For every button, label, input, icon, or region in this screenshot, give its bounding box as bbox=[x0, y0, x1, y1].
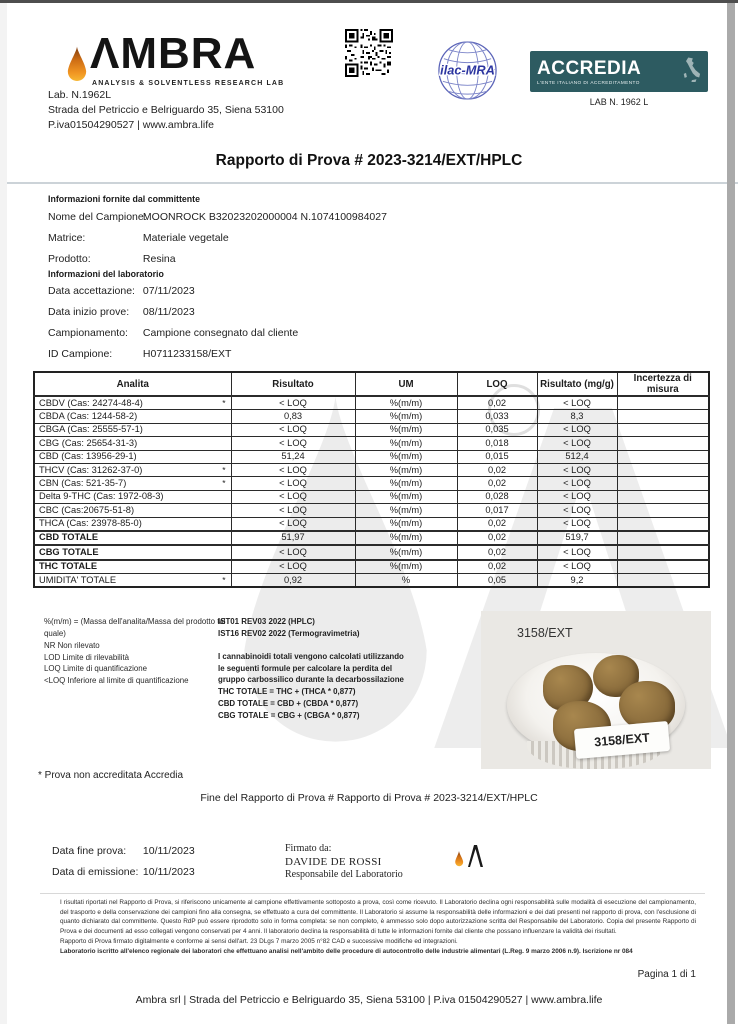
analita-cell bbox=[34, 423, 231, 436]
loq-cell: 0,02 bbox=[457, 463, 537, 476]
risultato-cell: < LOQ bbox=[231, 545, 355, 559]
field-campionamento bbox=[48, 327, 298, 339]
loq-cell: 0,05 bbox=[457, 574, 537, 588]
methods-line: CBD TOTALE = CBD + (CBDA * 0,877) bbox=[218, 699, 359, 709]
accredia-text bbox=[537, 59, 678, 85]
column-header: Risultato (mg/g) bbox=[537, 372, 617, 396]
incertezza-cell bbox=[617, 560, 709, 574]
legend-line: <LOQ Inferiore al limite di quantificazione bbox=[44, 676, 189, 686]
field-label: Nome del Campione: bbox=[48, 211, 147, 223]
methods-line: IST16 REV02 2022 (Termogravimetria) bbox=[218, 628, 360, 638]
field-matrice bbox=[48, 232, 229, 244]
accredia-lab-number: LAB N. 1962 L bbox=[589, 97, 649, 107]
results-row bbox=[34, 396, 709, 410]
risultato-cell: 51,24 bbox=[231, 450, 355, 463]
legal-paragraph: Laboratorio iscritto all'elenco regionale dei laboratori che effettuano analisi nell'ambito delle procedure di autocontrollo delle industrie alimentari (L.Reg. 9 marzo 2006 n.9). Iscrizione nr 084 bbox=[60, 947, 633, 955]
mgg-cell: < LOQ bbox=[537, 423, 617, 436]
legal-divider bbox=[40, 893, 705, 894]
loq-cell: 0,02 bbox=[457, 477, 537, 490]
field-label: Data fine prova: bbox=[52, 845, 127, 857]
asterisk-mark: * bbox=[222, 397, 226, 408]
um-cell: %(m/m) bbox=[355, 463, 457, 476]
page-left-edge bbox=[0, 0, 7, 1024]
um-cell: %(m/m) bbox=[355, 531, 457, 545]
analita-cell bbox=[34, 504, 231, 517]
field-label: Matrice: bbox=[48, 232, 86, 244]
column-header: Incertezza di misura bbox=[617, 372, 709, 396]
field-label: Data accettazione: bbox=[48, 285, 135, 297]
risultato-cell: < LOQ bbox=[231, 560, 355, 574]
ambra-logo bbox=[62, 29, 285, 90]
accredia-logo bbox=[530, 51, 708, 92]
mgg-cell: 9,2 bbox=[537, 574, 617, 588]
mgg-cell: < LOQ bbox=[537, 490, 617, 503]
accredia-subtitle: L'ENTE ITALIANO DI ACCREDITAMENTO bbox=[537, 79, 640, 85]
asterisk-mark: * bbox=[222, 575, 226, 586]
mgg-cell: < LOQ bbox=[537, 396, 617, 410]
mgg-cell: < LOQ bbox=[537, 517, 617, 531]
analita-cell bbox=[34, 410, 231, 423]
mgg-cell: 8,3 bbox=[537, 410, 617, 423]
analita-cell bbox=[34, 450, 231, 463]
mgg-cell: < LOQ bbox=[537, 545, 617, 559]
um-cell: %(m/m) bbox=[355, 517, 457, 531]
field-id-campione bbox=[48, 348, 231, 360]
mgg-cell: < LOQ bbox=[537, 477, 617, 490]
field-value: H0711233158/EXT bbox=[142, 348, 232, 360]
photo-sample-id: 3158/EXT bbox=[517, 626, 573, 640]
laboratorio-heading: Informazioni del laboratorio bbox=[48, 269, 164, 279]
analita-cell bbox=[34, 477, 231, 490]
analita-name: UMIDITA' TOTALE bbox=[39, 574, 117, 585]
loq-cell: 0,028 bbox=[457, 490, 537, 503]
loq-cell: 0,02 bbox=[457, 396, 537, 410]
incertezza-cell bbox=[617, 545, 709, 559]
field-value: 10/11/2023 bbox=[142, 866, 195, 878]
um-cell: %(m/m) bbox=[355, 410, 457, 423]
lab-contact-block bbox=[48, 88, 284, 133]
field-nome-campione bbox=[48, 211, 387, 223]
risultato-cell: < LOQ bbox=[231, 423, 355, 436]
field-label: Campionamento: bbox=[48, 327, 128, 339]
um-cell: % bbox=[355, 574, 457, 588]
lab-piva-site: P.iva01504290527 | www.ambra.life bbox=[48, 118, 214, 131]
page-top-edge bbox=[0, 0, 738, 3]
legend-line: %(m/m) = (Massa dell'analita/Massa del prodotto tal quale) bbox=[44, 617, 226, 638]
results-row bbox=[34, 574, 709, 588]
analita-cell bbox=[34, 560, 231, 574]
sample-jar bbox=[507, 653, 685, 769]
mgg-cell: 512,4 bbox=[537, 450, 617, 463]
signer-name: DAVIDE DE ROSSI bbox=[285, 855, 382, 868]
loq-cell: 0,02 bbox=[457, 531, 537, 545]
field-value: Materiale vegetale bbox=[142, 232, 229, 244]
analita-name: CBD (Cas: 13956-29-1) bbox=[39, 451, 137, 462]
legend-block bbox=[44, 616, 236, 687]
um-cell: %(m/m) bbox=[355, 490, 457, 503]
sample-photo bbox=[481, 611, 711, 769]
risultato-cell: 0,83 bbox=[231, 410, 355, 423]
methods-line: I cannabinoidi totali vengono calcolati utilizzando le seguenti formule per calcolare la perdita del gruppo carbossilico durante la decarbossilazione bbox=[218, 651, 404, 685]
um-cell: %(m/m) bbox=[355, 560, 457, 574]
field-label: Data di emissione: bbox=[52, 866, 139, 878]
field-value: MOONROCK B32023202000004 N.1074100984027 bbox=[142, 211, 387, 223]
incertezza-cell bbox=[617, 410, 709, 423]
field-label: ID Campione: bbox=[48, 348, 113, 360]
risultato-cell: < LOQ bbox=[231, 463, 355, 476]
analita-cell bbox=[34, 545, 231, 559]
legend-line: NR Non rilevato bbox=[44, 640, 100, 650]
page-right-edge bbox=[727, 0, 735, 1024]
loq-cell: 0,033 bbox=[457, 410, 537, 423]
loq-cell: 0,02 bbox=[457, 560, 537, 574]
field-data-emissione bbox=[52, 866, 195, 878]
mgg-cell: < LOQ bbox=[537, 504, 617, 517]
analita-name: THCA (Cas: 23978-85-0) bbox=[39, 518, 142, 529]
results-row bbox=[34, 450, 709, 463]
field-data-fine bbox=[52, 845, 195, 857]
analita-name: CBG TOTALE bbox=[39, 546, 99, 557]
mgg-cell: 519,7 bbox=[537, 531, 617, 545]
asterisk-mark: * bbox=[222, 478, 226, 489]
risultato-cell: 51,97 bbox=[231, 531, 355, 545]
column-header: LOQ bbox=[457, 372, 537, 396]
analita-cell bbox=[34, 531, 231, 545]
results-row bbox=[34, 517, 709, 531]
page-title: Rapporto di Prova # 2023-3214/EXT/HPLC bbox=[215, 152, 523, 169]
methods-line bbox=[218, 640, 410, 651]
analita-cell bbox=[34, 463, 231, 476]
incertezza-cell bbox=[617, 490, 709, 503]
report-end-line: Fine del Rapporto di Prova # Rapporto di Prova # 2023-3214/EXT/HPLC bbox=[200, 792, 538, 804]
analita-name: THC TOTALE bbox=[39, 561, 98, 572]
page-number: Pagina 1 di 1 bbox=[637, 969, 696, 980]
incertezza-cell bbox=[617, 437, 709, 450]
methods-block bbox=[218, 616, 410, 722]
column-header: Analita bbox=[34, 372, 231, 396]
field-data-inizio bbox=[48, 306, 195, 318]
italy-map-icon bbox=[681, 56, 701, 88]
field-label: Prodotto: bbox=[48, 253, 91, 265]
ilac-mra-logo bbox=[436, 39, 499, 102]
methods-line: IST01 REV03 2022 (HPLC) bbox=[218, 617, 315, 626]
field-value: 08/11/2023 bbox=[142, 306, 195, 318]
um-cell: %(m/m) bbox=[355, 477, 457, 490]
loq-cell: 0,018 bbox=[457, 437, 537, 450]
analita-name: CBDV (Cas: 24274-48-4) bbox=[39, 397, 143, 408]
analita-cell bbox=[34, 574, 231, 588]
analita-name: CBC (Cas:20675-51-8) bbox=[39, 504, 135, 515]
incertezza-cell bbox=[617, 531, 709, 545]
loq-cell: 0,015 bbox=[457, 450, 537, 463]
analita-name: CBDA (Cas: 1244-58-2) bbox=[39, 410, 138, 421]
loq-cell: 0,035 bbox=[457, 423, 537, 436]
results-header-row bbox=[34, 372, 709, 396]
risultato-cell: < LOQ bbox=[231, 437, 355, 450]
risultato-cell: < LOQ bbox=[231, 490, 355, 503]
incertezza-cell bbox=[617, 463, 709, 476]
field-value: 07/11/2023 bbox=[142, 285, 195, 297]
incertezza-cell bbox=[617, 517, 709, 531]
ambra-drop-icon bbox=[66, 46, 88, 84]
field-prodotto bbox=[48, 253, 176, 265]
committente-heading: Informazioni fornite dal committente bbox=[48, 194, 200, 204]
incertezza-cell bbox=[617, 423, 709, 436]
risultato-cell: < LOQ bbox=[231, 396, 355, 410]
column-header: UM bbox=[355, 372, 457, 396]
um-cell: %(m/m) bbox=[355, 396, 457, 410]
um-cell: %(m/m) bbox=[355, 545, 457, 559]
results-row bbox=[34, 437, 709, 450]
results-row bbox=[34, 490, 709, 503]
incertezza-cell bbox=[617, 574, 709, 588]
mgg-cell: < LOQ bbox=[537, 437, 617, 450]
incertezza-cell bbox=[617, 450, 709, 463]
results-row bbox=[34, 531, 709, 545]
field-value: Resina bbox=[142, 253, 176, 265]
legal-paragraph: I risultati riportati nel Rapporto di Prova, si riferiscono unicamente al campione effettivamente sottoposto a prova, così come ricevuto. Il Laboratorio declina ogni responsabilità sulle modalità di esecuzione del campionamento, del trasporto e della conservazione dei campioni fino alla consegna, se effettuato a cura del committente. Il Laboratorio si assume la responsabilità delle informazioni e dei dati presenti nel rapporto di prova, con l'esclusione di quanto dichiarato dal committente. Questo RdP può essere riprodotto solo in forma completa: se non completo, è ammesso solo dopo autorizzazione scritta del Responsabile del Laboratorio. Copia del presente Rapporto di Prova e dei documenti ad esso collegati vengono conservati per 4 anni. Il laboratorio declina la responsabilità di tutte le informazioni fornite dal cliente che possano influenzare la validità dei risultati. bbox=[60, 899, 696, 936]
methods-line: THC TOTALE = THC + (THCA * 0,877) bbox=[218, 687, 356, 697]
footer-address: Ambra srl | Strada del Petriccio e Belriguardo 35, Siena 53100 | P.iva 01504290527 | www.ambra.life bbox=[135, 994, 603, 1006]
qr-code-icon bbox=[345, 29, 393, 77]
um-cell: %(m/m) bbox=[355, 504, 457, 517]
title-divider bbox=[0, 182, 738, 184]
results-row bbox=[34, 463, 709, 476]
analita-name: CBN (Cas: 521-35-7) bbox=[39, 477, 127, 488]
analita-cell bbox=[34, 437, 231, 450]
analita-name: THCV (Cas: 31262-37-0) bbox=[39, 464, 143, 475]
legal-paragraph: Rapporto di Prova firmato digitalmente e conforme ai sensi dell'art. 23 DLgs 7 marzo 2005 n°82 CAD e successive modifiche ed integrazioni. bbox=[60, 937, 458, 945]
ilac-mra-label: ilac-MRA bbox=[440, 62, 495, 78]
um-cell: %(m/m) bbox=[355, 450, 457, 463]
risultato-cell: < LOQ bbox=[231, 477, 355, 490]
analita-name: CBGA (Cas: 25555-57-1) bbox=[39, 424, 143, 435]
results-row bbox=[34, 423, 709, 436]
signature-stamp-logo bbox=[452, 843, 486, 871]
field-value: Campione consegnato dal cliente bbox=[142, 327, 299, 339]
legal-block bbox=[60, 898, 696, 956]
field-label: Data inizio prove: bbox=[48, 306, 130, 318]
results-table bbox=[33, 371, 710, 588]
asterisk-mark: * bbox=[222, 464, 226, 475]
incertezza-cell bbox=[617, 504, 709, 517]
um-cell: %(m/m) bbox=[355, 437, 457, 450]
lab-address: Strada del Petriccio e Belriguardo 35, Siena 53100 bbox=[48, 103, 284, 116]
um-cell: %(m/m) bbox=[355, 423, 457, 436]
analita-cell bbox=[34, 517, 231, 531]
risultato-cell: 0,92 bbox=[231, 574, 355, 588]
legend-line: LOD Limite di rilevabilità bbox=[44, 652, 130, 662]
analita-name: CBD TOTALE bbox=[39, 532, 99, 543]
results-row bbox=[34, 545, 709, 559]
analita-name: CBG (Cas: 25654-31-3) bbox=[39, 437, 138, 448]
mgg-cell: < LOQ bbox=[537, 463, 617, 476]
accredia-title: ACCREDIA bbox=[537, 57, 642, 79]
methods-line: CBG TOTALE = CBG + (CBGA * 0,877) bbox=[218, 711, 360, 721]
loq-cell: 0,02 bbox=[457, 517, 537, 531]
legend-line: LOQ Limite di quantificazione bbox=[44, 664, 148, 674]
results-row bbox=[34, 560, 709, 574]
results-row bbox=[34, 410, 709, 423]
signed-by-label: Firmato da: bbox=[285, 843, 332, 854]
results-row bbox=[34, 477, 709, 490]
column-header: Risultato bbox=[231, 372, 355, 396]
signature-block bbox=[285, 843, 403, 882]
incertezza-cell bbox=[617, 396, 709, 410]
brand-name: ΛMBRA bbox=[90, 29, 257, 78]
brand-tagline: ANALYSIS & SOLVENTLESS RESEARCH LAB bbox=[92, 80, 285, 87]
field-data-accettazione bbox=[48, 285, 195, 297]
accreditation-footnote: * Prova non accreditata Accredia bbox=[38, 770, 184, 781]
analita-cell bbox=[34, 490, 231, 503]
results-row bbox=[34, 504, 709, 517]
analita-cell bbox=[34, 396, 231, 410]
incertezza-cell bbox=[617, 477, 709, 490]
risultato-cell: < LOQ bbox=[231, 517, 355, 531]
loq-cell: 0,017 bbox=[457, 504, 537, 517]
jar-label: 3158/EXT bbox=[574, 721, 670, 759]
mgg-cell: < LOQ bbox=[537, 560, 617, 574]
loq-cell: 0,02 bbox=[457, 545, 537, 559]
lab-number: Lab. N.1962L bbox=[48, 89, 112, 101]
analita-name: Delta 9-THC (Cas: 1972-08-3) bbox=[39, 491, 164, 502]
signer-role: Responsabile del Laboratorio bbox=[285, 869, 403, 881]
field-value: 10/11/2023 bbox=[142, 845, 195, 857]
risultato-cell: < LOQ bbox=[231, 504, 355, 517]
